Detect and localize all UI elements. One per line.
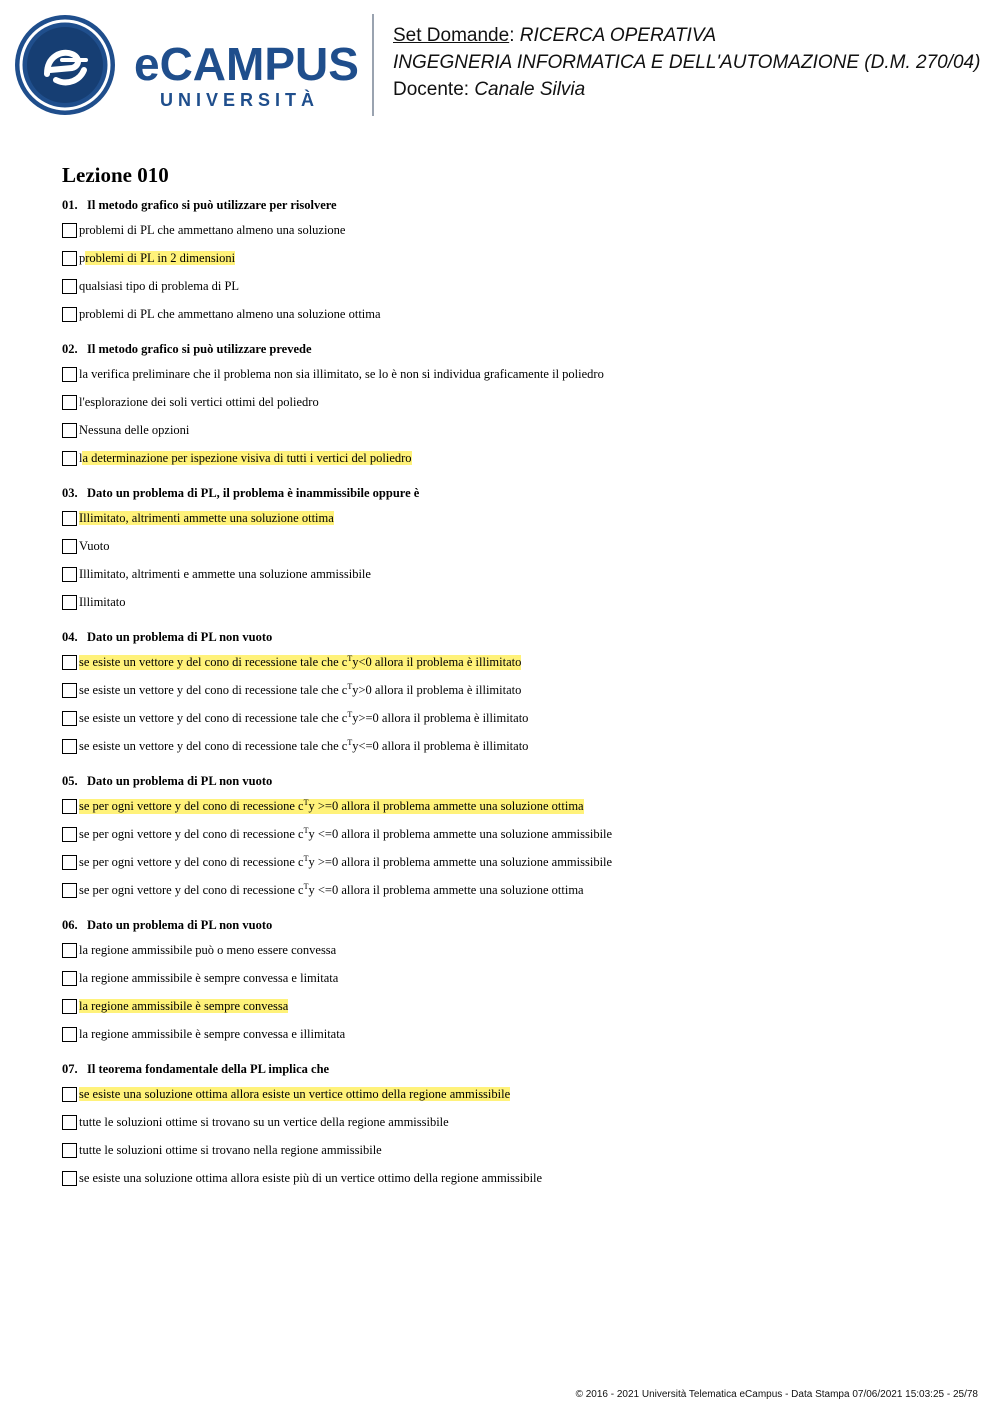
answer-option: [62, 300, 982, 328]
answer-option: [62, 416, 982, 444]
checkbox[interactable]: [62, 799, 77, 814]
checkbox[interactable]: [62, 567, 77, 582]
question-text: Il metodo grafico si può utilizzare per risolvere: [87, 198, 337, 212]
question-text: Dato un problema di PL non vuoto: [87, 630, 273, 644]
question: [62, 341, 982, 472]
option-text: Illimitato: [79, 594, 126, 609]
checkbox[interactable]: [62, 307, 77, 322]
option-text: se esiste un vettore y del cono di recessione tale che $c^Ty<0$ allora il problema è illimitato: [79, 653, 522, 669]
checkbox[interactable]: [62, 595, 77, 610]
page-footer: © 2016 - 2021 Università Telematica eCampus - Data Stampa 07/06/2021 15:03:25 - 25/78: [575, 1389, 978, 1400]
question: [62, 197, 982, 328]
checkbox[interactable]: [62, 1171, 77, 1186]
question-text: Dato un problema di PL non vuoto: [87, 774, 273, 788]
answer-option: [62, 1080, 982, 1108]
checkbox[interactable]: [62, 279, 77, 294]
checkbox[interactable]: [62, 511, 77, 526]
question-text: Il teorema fondamentale della PL implica che: [87, 1062, 330, 1076]
question-list: [62, 197, 982, 1205]
question-text: Dato un problema di PL, il problema è inammissibile oppure è: [87, 486, 420, 500]
option-text: la determinazione per ispezione visiva di tutti i vertici del poliedro: [79, 450, 412, 465]
option-text: Illimitato, altrimenti e ammette una soluzione ammissibile: [79, 566, 371, 581]
logo-subtitle: UNIVERSITÀ: [160, 90, 320, 110]
course-name: INGEGNERIA INFORMATICA E DELL'AUTOMAZIONE (D.M. 270/04): [393, 52, 981, 73]
option-text: la regione ammissibile può o meno essere convessa: [79, 942, 337, 957]
set-title: RICERCA OPERATIVA: [519, 25, 717, 46]
answer-option: [62, 876, 982, 904]
option-text: tutte le soluzioni ottime si trovano su un vertice della regione ammissibile: [79, 1114, 449, 1129]
answer-option: [62, 244, 982, 272]
answer-option: [62, 588, 982, 616]
question: [62, 1061, 982, 1192]
question-title: [62, 773, 982, 789]
teacher-label: Docente:: [393, 79, 470, 100]
question-number: 05.: [62, 774, 78, 788]
answer-option: [62, 704, 982, 732]
option-text: se esiste una soluzione ottima allora esiste un vertice ottimo della regione ammissibile: [79, 1086, 511, 1101]
answer-option: [62, 992, 982, 1020]
question-title: [62, 1061, 982, 1077]
option-text: la regione ammissibile è sempre convessa: [79, 998, 289, 1013]
answer-option: [62, 272, 982, 300]
checkbox[interactable]: [62, 739, 77, 754]
lesson-title: Lezione 010: [62, 163, 169, 187]
option-text: Illimitato, altrimenti ammette una soluzione ottima: [79, 510, 334, 525]
checkbox[interactable]: [62, 395, 77, 410]
question-title: [62, 629, 982, 645]
question-title: [62, 485, 982, 501]
answer-option: [62, 504, 982, 532]
set-label: Set Domande: [393, 25, 510, 46]
question-number: 01.: [62, 198, 78, 212]
question-title: [62, 917, 982, 933]
question-number: 03.: [62, 486, 78, 500]
checkbox[interactable]: [62, 711, 77, 726]
teacher-name: Canale Silvia: [474, 79, 586, 100]
question-title: [62, 341, 982, 357]
answer-option: [62, 1164, 982, 1192]
answer-option: [62, 444, 982, 472]
answer-option: [62, 936, 982, 964]
checkbox[interactable]: [62, 883, 77, 898]
checkbox[interactable]: [62, 855, 77, 870]
ecampus-logo: [14, 14, 364, 116]
checkbox[interactable]: [62, 251, 77, 266]
question-number: 02.: [62, 342, 78, 356]
checkbox[interactable]: [62, 1087, 77, 1102]
checkbox[interactable]: [62, 943, 77, 958]
question: [62, 629, 982, 760]
checkbox[interactable]: [62, 1115, 77, 1130]
checkbox[interactable]: [62, 539, 77, 554]
answer-option: [62, 1108, 982, 1136]
option-text: se esiste un vettore y del cono di recessione tale che $c^Ty<=0$ allora il problema è illimitato: [79, 737, 529, 753]
option-text: problemi di PL in 2 dimensioni: [79, 250, 236, 265]
option-text: la regione ammissibile è sempre convessa e limitata: [79, 970, 339, 985]
question-number: 06.: [62, 918, 78, 932]
checkbox[interactable]: [62, 1027, 77, 1042]
answer-option: [62, 848, 982, 876]
answer-option: [62, 360, 982, 388]
checkbox[interactable]: [62, 655, 77, 670]
answer-option: [62, 648, 982, 676]
option-text: problemi di PL che ammettano almeno una soluzione: [79, 222, 346, 237]
question-text: Il metodo grafico si può utilizzare prevede: [87, 342, 312, 356]
header-divider: [372, 14, 374, 116]
option-text: l'esplorazione dei soli vertici ottimi del poliedro: [79, 394, 319, 409]
option-text: se per ogni vettore y del cono di recessione $c^Ty <=0$ allora il problema ammette una soluzione ammissibile: [79, 825, 613, 841]
checkbox[interactable]: [62, 223, 77, 238]
question-title: [62, 197, 982, 213]
answer-option: [62, 676, 982, 704]
checkbox[interactable]: [62, 971, 77, 986]
checkbox[interactable]: [62, 451, 77, 466]
answer-option: [62, 560, 982, 588]
option-text: la regione ammissibile è sempre convessa e illimitata: [79, 1026, 346, 1041]
question: [62, 485, 982, 616]
option-text: se esiste un vettore y del cono di recessione tale che $c^Ty>0$ allora il problema è illimitato: [79, 681, 522, 697]
option-text: se per ogni vettore y del cono di recessione $c^Ty <=0$ allora il problema ammette una soluzione ottima: [79, 881, 584, 897]
answer-option: [62, 1136, 982, 1164]
option-text: se esiste un vettore y del cono di recessione tale che $c^Ty>=0$ allora il problema è illimitato: [79, 709, 529, 725]
option-text: Nessuna delle opzioni: [79, 422, 190, 437]
answer-option: [62, 792, 982, 820]
option-text: qualsiasi tipo di problema di PL: [79, 278, 240, 293]
option-text: se per ogni vettore y del cono di recessione $c^Ty >=0$ allora il problema ammette una soluzione ottima: [79, 797, 584, 813]
checkbox[interactable]: [62, 999, 77, 1014]
logo-wordmark: eCAMPUS: [134, 38, 359, 90]
question-number: 04.: [62, 630, 78, 644]
question-number: 07.: [62, 1062, 78, 1076]
checkbox[interactable]: [62, 827, 77, 842]
question: [62, 917, 982, 1048]
answer-option: [62, 532, 982, 560]
checkbox[interactable]: [62, 1143, 77, 1158]
answer-option: [62, 388, 982, 416]
option-text: se per ogni vettore y del cono di recessione $c^Ty >=0$ allora il problema ammette una soluzione ammissibile: [79, 853, 613, 869]
answer-option: [62, 1020, 982, 1048]
option-text: se esiste una soluzione ottima allora esiste più di un vertice ottimo della regione ammissibile: [79, 1170, 543, 1185]
checkbox[interactable]: [62, 683, 77, 698]
document-header: Set Domande: RICERCA OPERATIVA INGEGNERIA INFORMATICA E DELL'AUTOMAZIONE (D.M. 270/04) Docente: Canale Silvia: [393, 25, 981, 100]
question-text: Dato un problema di PL non vuoto: [87, 918, 273, 932]
option-text: tutte le soluzioni ottime si trovano nella regione ammissibile: [79, 1142, 382, 1157]
option-text: Vuoto: [79, 538, 110, 553]
answer-option: [62, 964, 982, 992]
checkbox[interactable]: [62, 367, 77, 382]
answer-option: [62, 732, 982, 760]
checkbox[interactable]: [62, 423, 77, 438]
option-text: problemi di PL che ammettano almeno una soluzione ottima: [79, 306, 381, 321]
question: [62, 773, 982, 904]
answer-option: [62, 216, 982, 244]
option-text: la verifica preliminare che il problema non sia illimitato, se lo è non si individua graficamente il poliedro: [79, 366, 604, 381]
answer-option: [62, 820, 982, 848]
